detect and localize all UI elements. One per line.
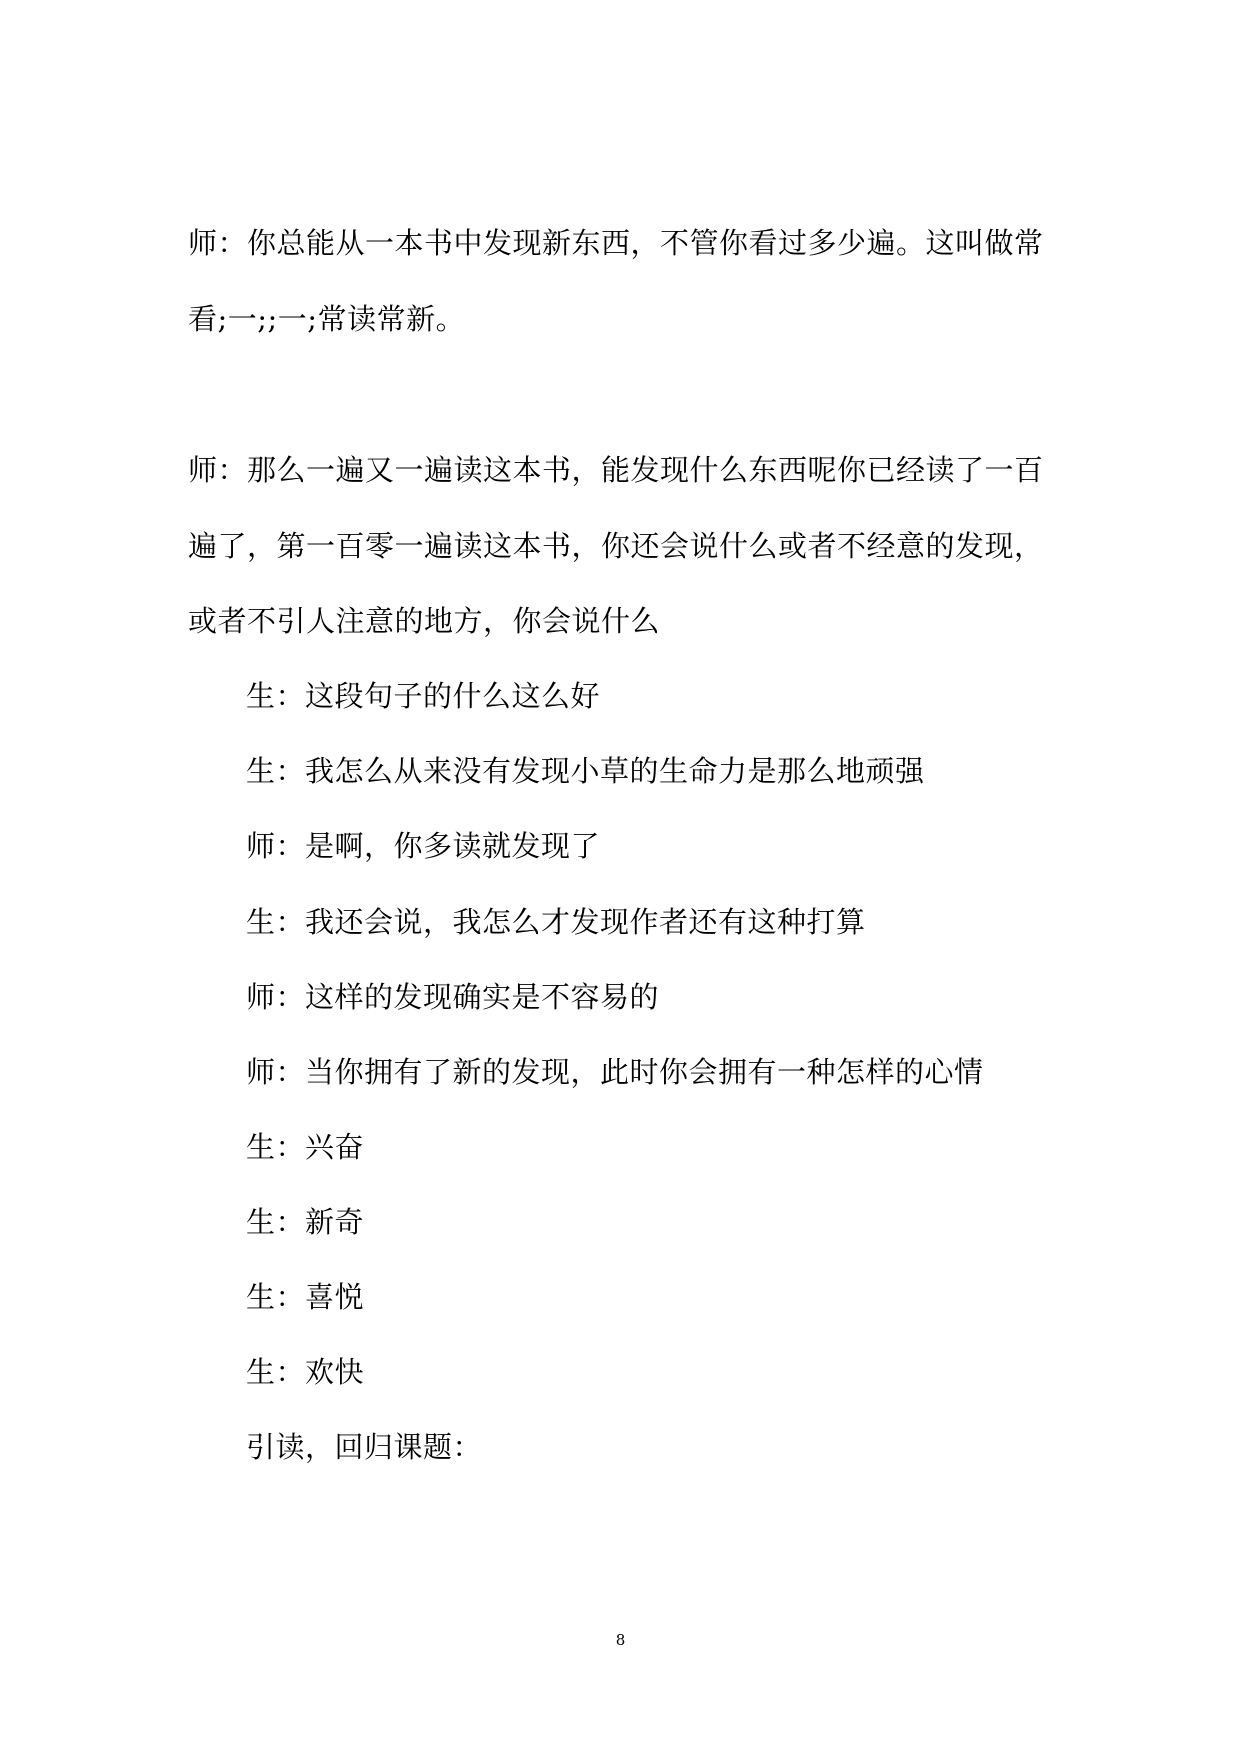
dialogue-line: 生：我还会说，我怎么才发现作者还有这种打算 <box>246 905 866 939</box>
dialogue-line: 师：当你拥有了新的发现，此时你会拥有一种怎样的心情 <box>246 1055 984 1089</box>
dialogue-line: 生：喜悦 <box>246 1280 365 1314</box>
dialogue-line: 生：这段句子的什么这么好 <box>246 679 601 713</box>
page-number: 8 <box>615 1631 626 1649</box>
paragraph-1-line-2: 看;一;;一;常读常新。 <box>188 302 466 336</box>
dialogue-line: 生：欢快 <box>246 1355 365 1389</box>
paragraph-2-line-2: 遍了，第一百零一遍读这本书，你还会说什么或者不经意的发现， <box>188 529 1044 563</box>
dialogue-line: 引读，回归课题： <box>246 1430 483 1464</box>
paragraph-2-line-3: 或者不引人注意的地方，你会说什么 <box>188 604 661 638</box>
dialogue-line: 生：新奇 <box>246 1205 365 1239</box>
paragraph-2-line-1: 师：那么一遍又一遍读这本书，能发现什么东西呢你已经读了一百 <box>188 453 1044 487</box>
dialogue-line: 生：兴奋 <box>246 1130 365 1164</box>
dialogue-line: 生：我怎么从来没有发现小草的生命力是那么地顽强 <box>246 754 925 788</box>
paragraph-1-line-1: 师：你总能从一本书中发现新东西，不管你看过多少遍。这叫做常 <box>188 226 1044 260</box>
dialogue-line: 师：这样的发现确实是不容易的 <box>246 980 660 1014</box>
dialogue-line: 师：是啊，你多读就发现了 <box>246 829 601 863</box>
